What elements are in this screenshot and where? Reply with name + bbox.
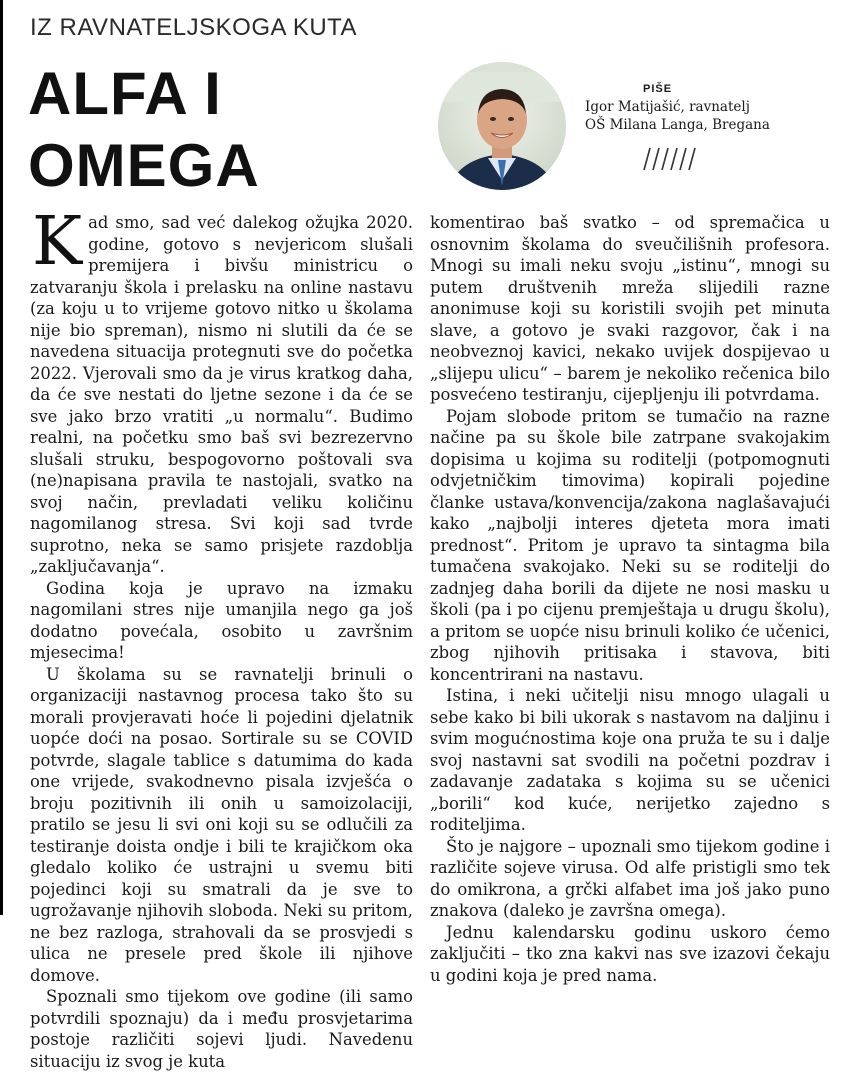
paragraph: Pojam slobode pritom se tumačio na razne načine pa su škole bile zatrpane svakojakim dopisima u kojima su roditelji (potpomognuti odvjetničkim timovima) kopirali pojedine članke ustava/konvencija/zakona naglašavajući kako „najbolji interes djeteta mora imati prednost“. Pritom je upravo ta sintagma bila tumačena svakojako. Neki su se roditelji do zadnjeg daha borili da dijete ne nosi masku u školi (pa i po cijenu premještaja u drugu školu), a pritom se uopće nisu brinuli koliko će učenici, zbog njihovih pritisaka i stavova, biti koncentrirani na nastavu.	[430, 406, 830, 684]
article-title	[28, 58, 408, 202]
decorative-slashes	[638, 146, 698, 172]
paragraph: Godina koja je upravo na izmaku nagomilani stres nije umanjila nego ga još dodatno povećala, osobito u završnim mjesecima!	[30, 578, 413, 662]
section-label: IZ RAVNATELJSKOGA KUTA	[30, 14, 358, 41]
author-name-role: Igor Matijašić, ravnatelj	[585, 99, 750, 115]
paragraph: Istina, i neki učitelji nisu mnogo ulagali u sebe kako bi bili ukorak s nastavom na daljinu i svim mogućnostima koje ona pruža te su i dalje svoj nastavni sat svodili na početni pozdrav i zadavanje zadataka s kojima su se učenici „borili“ kod kuće, nerijetko zajedno s roditeljima.	[430, 686, 830, 834]
author-tag: PIŠE	[643, 83, 673, 95]
paragraph: komentirao baš svatko – od spremačica u osnovnim školama do sveučilišnih profesora. Mnogi su imali neku svoju „istinu“, mnogi su putem društvenih mreža slijedili razne anonimuse koji su koristili svojih pet minuta slave, a gotovo je svaki razgovor, čak i na neobveznoj kavici, nekako uvijek dospijevao u „slijepu ulicu“ – barem je nekoliko rečenica bilo posvećeno testiranju, cijepljenju ili potvrdama.	[430, 213, 830, 404]
paragraph: Kad smo, sad već dalekog ožujka 2020. godine, gotovo s nevjericom slušali premijera i bivšu ministricu o zatvaranju škola i prelasku na online nastavu (za koju u to vrijeme gotovo nitko u školama nije bio spreman), nismo ni slutili da će se navedena situacija protegnuti sve do početka 2022. Vjerovali smo da je virus kratkog daha, da će sve nestati do ljetne sezone i da će se sve jako brzo vratiti „u normalu“. Budimo realni, na početku smo baš svi bezrezervno slušali struku, bespogovorno poštovali sva (ne)napisana pravila te nastojali, svatko na svoj način, prevladati veliku količinu nagomilanog stresa. Svi koji sad tvrde suprotno, neka se samo prisjete razdoblja „zaključavanja“.	[30, 202, 413, 576]
author-byline	[585, 80, 770, 134]
paragraph: Što je najgore – upoznali smo tijekom godine i različite sojeve virusa. Od alfe pristigli smo tek do omikrona, a grčki alfabet ima još jako puno znakova (daleko je završna omega).	[430, 836, 830, 920]
paragraph: Spoznali smo tijekom ove godine (ili samo potvrdili spoznaju) da i među prosvjetarima postoje različiti sojevi ljudi. Navedenu situaciju iz svog je kuta	[30, 987, 413, 1071]
paragraph: Jednu kalendarsku godinu uskoro ćemo zaključiti – tko zna kakvi nas sve izazovi čekaju u godini koja je pred nama.	[430, 922, 830, 985]
drop-cap: K	[32, 202, 83, 280]
paragraph: U školama su se ravnatelji brinuli o organizaciji nastavnog procesa tako što su morali provjeravati hoće li pojedini djelatnik uopće doći na posao. Sortirale su se COVID potvrde, slagale tablice s datumima do kada one vrijede, svakodnevno pisala izvješća o broju pozitivnih ili onih u samoizolaciji, pratilo se jesu li svi oni koji su se odlučili za testiranje doista ondje i bili te krajičkom oka gledalo koliko će ustrajni u svemu biti pojedinci koji su smatrali da je sve to ugrožavanje njihovih sloboda. Neki su pritom, ne bez razloga, strahovali da se prosvjedi s ulica ne presele pred škole ili njihove domove.	[30, 664, 413, 985]
title-line-2: OMEGA	[28, 132, 260, 199]
article-column-right	[430, 212, 830, 986]
title-line-1: ALFA I	[28, 60, 222, 127]
left-margin-rule	[0, 0, 3, 915]
author-photo	[438, 62, 566, 190]
author-school: OŠ Milana Langa, Bregana	[585, 117, 770, 133]
article-column-left	[30, 202, 413, 1072]
